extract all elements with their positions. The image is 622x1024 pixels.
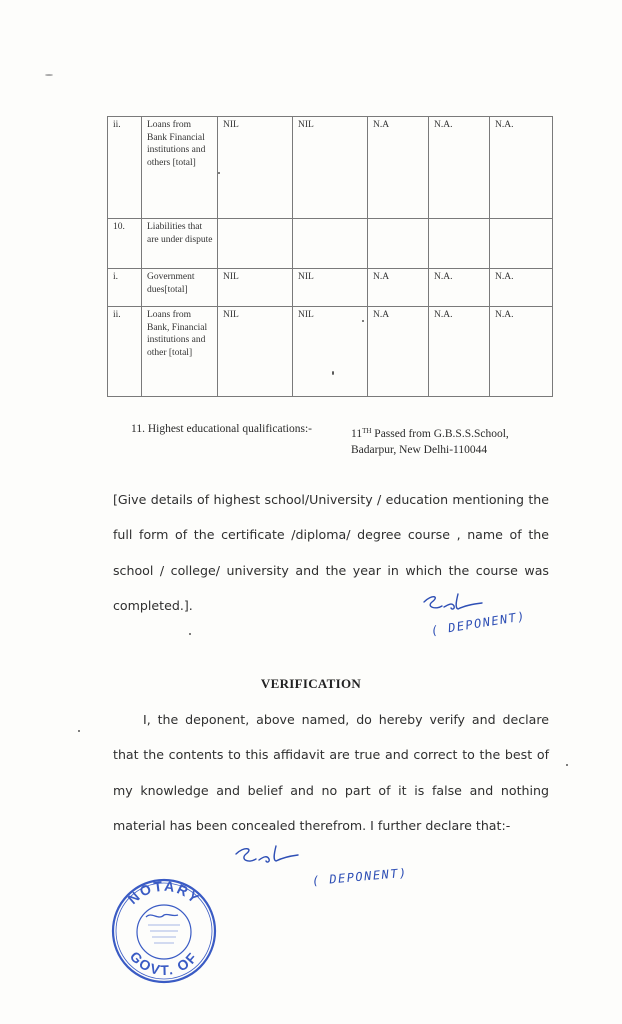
table-cell: i. — [108, 269, 142, 307]
table-cell: Government dues[total] — [142, 269, 218, 307]
table-cell: NIL — [218, 269, 293, 307]
instruction-paragraph: [Give details of highest school/University / education mentioning the full form of the certificate /diploma/ degree course , name of the school / college/ university and the year in which the course was completed.]. — [113, 492, 549, 613]
scan-speck — [218, 172, 220, 174]
table-cell — [368, 219, 429, 269]
table-cell: N.A. — [429, 307, 490, 397]
table-cell — [218, 219, 293, 269]
table-cell — [490, 219, 553, 269]
table-cell: N.A. — [429, 117, 490, 219]
svg-text:NOTARY — [125, 878, 204, 908]
scan-speck — [189, 633, 191, 635]
qualification-school: Passed from G.B.S.S.School, — [371, 428, 509, 440]
table-cell: N.A — [368, 269, 429, 307]
table-cell: NIL — [293, 307, 368, 397]
table-cell: NIL — [293, 269, 368, 307]
table-cell: 10. — [108, 219, 142, 269]
scan-speck — [332, 371, 334, 375]
table-cell: Loans from Bank Financial institutions and others [total] — [142, 117, 218, 219]
verification-heading: VERIFICATION — [260, 676, 362, 691]
qualification-label: 11. Highest educational qualifications:- — [131, 423, 312, 435]
table-cell — [293, 219, 368, 269]
table-cell: Liabilities that are under dispute — [142, 219, 218, 269]
liabilities-table — [107, 116, 553, 397]
stamp-bottom-text: GOVT. OF — [126, 948, 202, 979]
scan-speck — [45, 74, 53, 76]
table-cell: ii. — [108, 307, 142, 397]
stamp-top-text: NOTARY — [124, 877, 204, 908]
table-cell: NIL — [218, 117, 293, 219]
table-cell: N.A. — [429, 269, 490, 307]
table-cell: N.A — [368, 307, 429, 397]
notary-stamp — [108, 875, 220, 985]
qualification-grade: 11 — [351, 428, 363, 440]
table-row — [108, 269, 553, 307]
table-cell: NIL — [293, 117, 368, 219]
table-cell — [429, 219, 490, 269]
table-cell: Loans from Bank, Financial institutions and other [total] — [142, 307, 218, 397]
table-cell: N.A. — [490, 269, 553, 307]
qualification-value — [351, 423, 509, 458]
qualification-grade-suffix: TH — [362, 427, 372, 435]
table-row — [108, 307, 553, 397]
table-cell: N.A — [368, 117, 429, 219]
qualification-address: Badarpur, New Delhi-110044 — [351, 444, 488, 456]
table-cell: N.A. — [490, 307, 553, 397]
verification-paragraph: I, the deponent, above named, do hereby verify and declare that the contents to this affidavit are true and correct to the best of my knowledge and belief and no part of it is false and nothing material has been concealed therefrom. I further declare that:- — [113, 712, 549, 833]
scan-speck — [566, 764, 568, 766]
table-cell: N.A. — [490, 117, 553, 219]
table-cell: ii. — [108, 117, 142, 219]
scan-speck — [362, 320, 364, 322]
table-row — [108, 117, 553, 219]
scan-speck — [78, 730, 80, 732]
table-row — [108, 219, 553, 269]
table-cell: NIL — [218, 307, 293, 397]
signature-2 — [232, 842, 302, 872]
deponent-label-1: ( DEPONENT) — [429, 609, 527, 638]
deponent-label-2: ( DEPONENT) — [311, 865, 409, 888]
